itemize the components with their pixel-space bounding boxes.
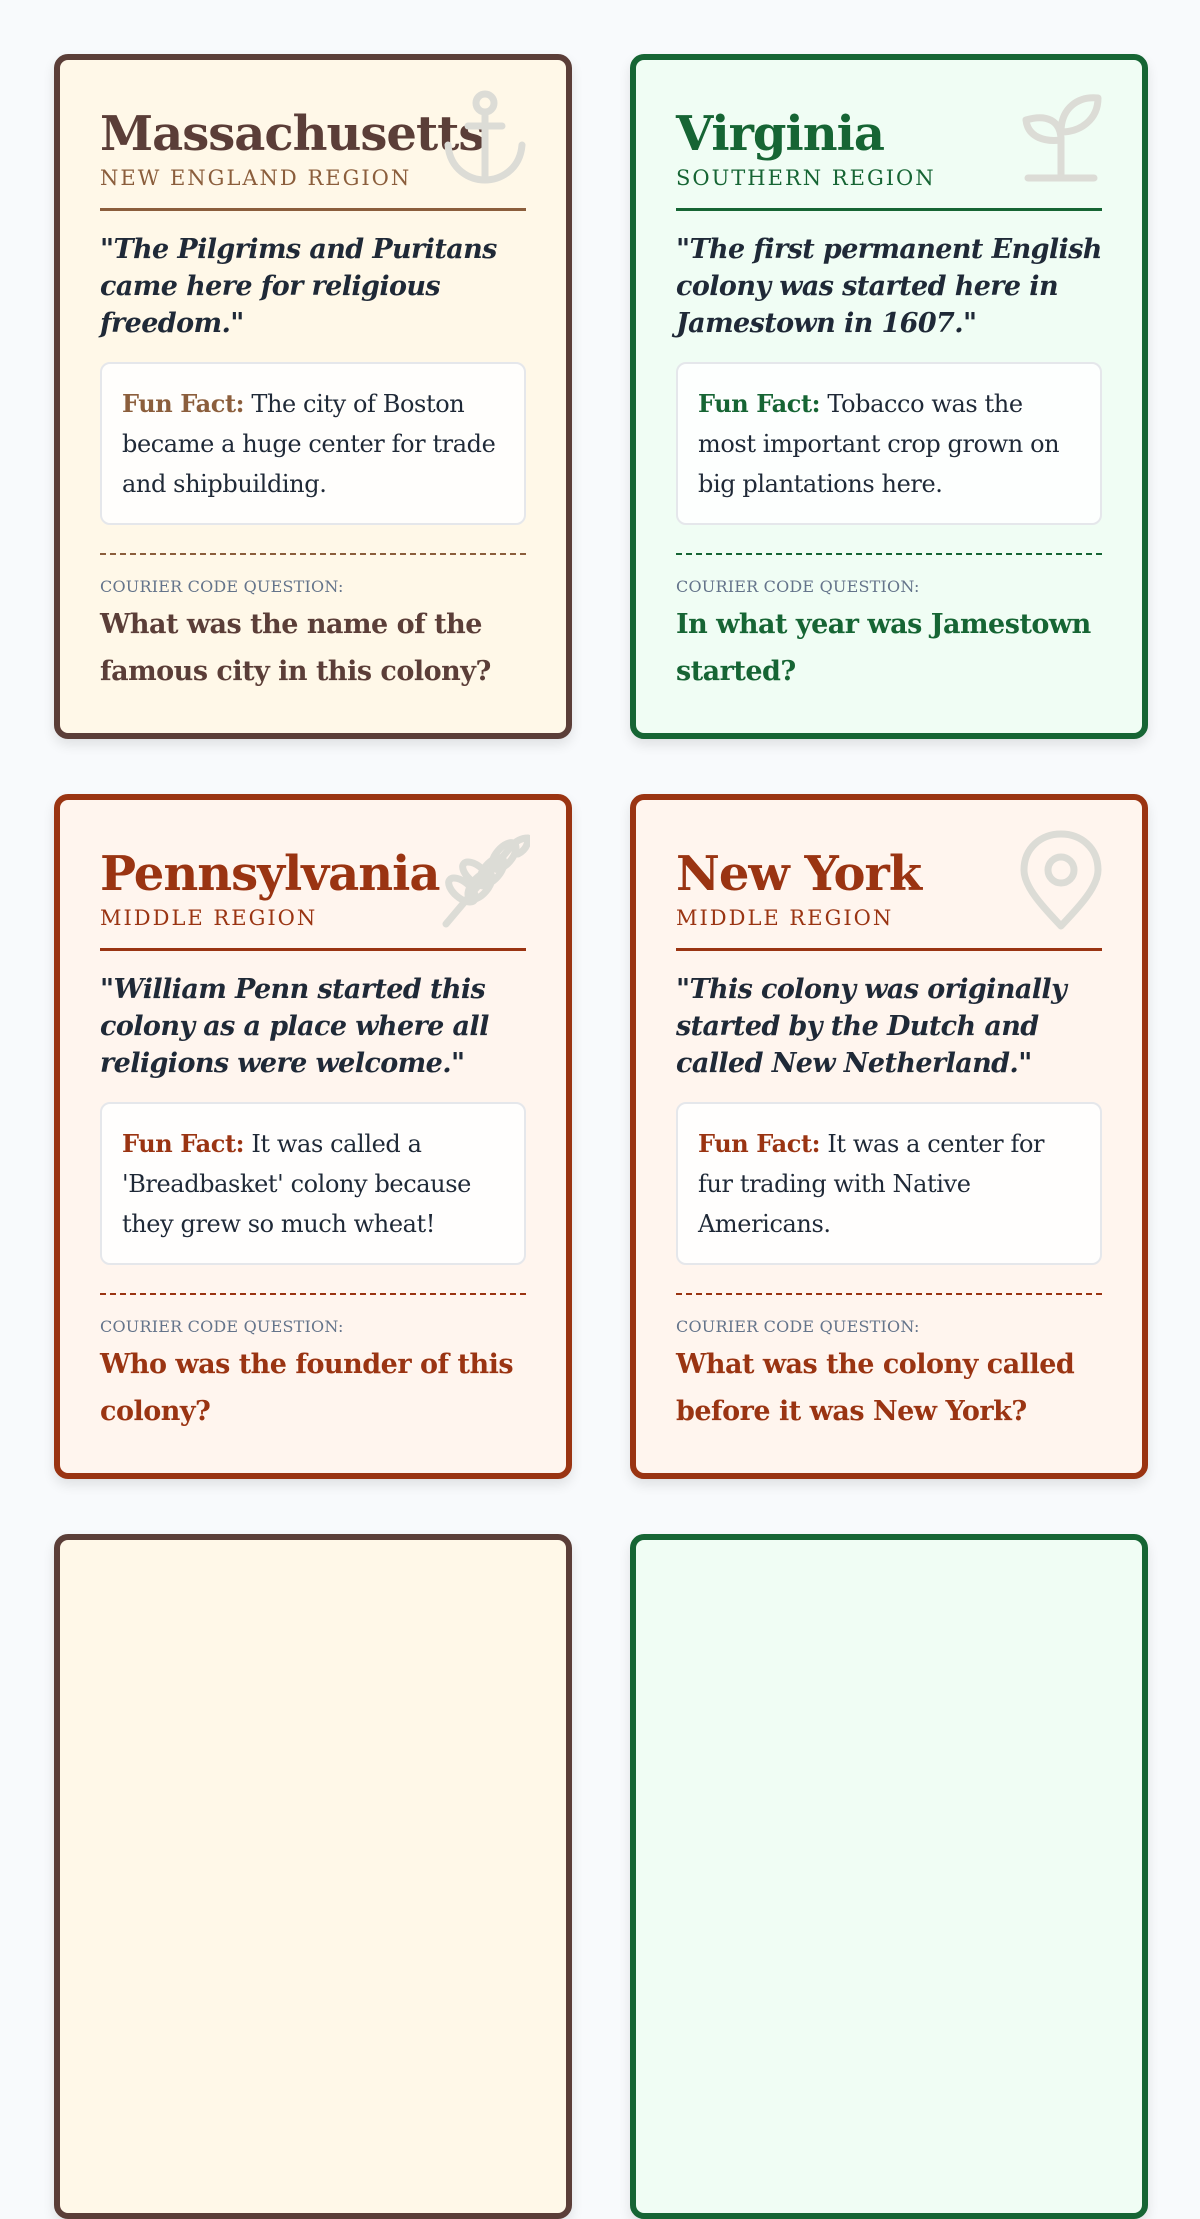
colony-region: MIDDLE REGION xyxy=(100,906,526,951)
fun-fact-text: It was a center for fur trading with Native Americans. xyxy=(698,1130,1045,1238)
colony-quote: "The first permanent English colony was started here in Jamestown in 1607." xyxy=(676,234,1102,339)
colony-quote: "William Penn started this colony as a place where all religions were welcome." xyxy=(100,974,489,1079)
colony-region: SOUTHERN REGION xyxy=(676,166,1102,211)
colony-card-partial-left xyxy=(54,1534,572,2219)
fun-fact-text: It was called a 'Breadbasket' colony because they grew so much wheat! xyxy=(122,1130,471,1238)
colony-title: New York xyxy=(676,846,922,902)
fun-fact-box xyxy=(100,362,526,525)
colony-card-massachusetts xyxy=(54,54,572,739)
courier-code-label: COURIER CODE QUESTION: xyxy=(676,577,920,596)
colony-region: NEW ENGLAND REGION xyxy=(100,166,526,211)
fun-fact-box xyxy=(676,1102,1102,1265)
dashed-divider xyxy=(100,1293,526,1295)
fun-fact-box xyxy=(676,362,1102,525)
colony-title: Virginia xyxy=(676,106,884,162)
fun-fact-label: Fun Fact: xyxy=(698,1129,821,1158)
fun-fact-box xyxy=(100,1102,526,1265)
courier-code-question: What was the name of the famous city in this colony? xyxy=(100,609,491,687)
colony-card-new-york xyxy=(630,794,1148,1479)
courier-code-label: COURIER CODE QUESTION: xyxy=(100,577,344,596)
courier-code-question: In what year was Jamestown started? xyxy=(676,609,1091,687)
fun-fact-label: Fun Fact: xyxy=(122,1129,245,1158)
fun-fact-text: Tobacco was the most important crop grown on big plantations here. xyxy=(698,390,1060,498)
colony-title: Pennsylvania xyxy=(100,846,440,902)
fun-fact-text: The city of Boston became a huge center for trade and shipbuilding. xyxy=(122,390,496,498)
courier-code-question: What was the colony called before it was New York? xyxy=(676,1349,1075,1427)
colony-card-pennsylvania xyxy=(54,794,572,1479)
dashed-divider xyxy=(676,553,1102,555)
fun-fact-label: Fun Fact: xyxy=(122,389,245,418)
wheat-icon xyxy=(440,830,530,930)
courier-code-question: Who was the founder of this colony? xyxy=(100,1349,514,1427)
colony-card-grid xyxy=(54,54,1148,2219)
colony-region: MIDDLE REGION xyxy=(676,906,1102,951)
dashed-divider xyxy=(676,1293,1102,1295)
courier-code-label: COURIER CODE QUESTION: xyxy=(676,1317,920,1336)
dashed-divider xyxy=(100,553,526,555)
colony-card-virginia xyxy=(630,54,1148,739)
courier-code-label: COURIER CODE QUESTION: xyxy=(100,1317,344,1336)
colony-quote: "This colony was originally started by the Dutch and called New Netherland." xyxy=(676,974,1067,1079)
colony-card-partial-right xyxy=(630,1534,1148,2219)
map-pin-icon xyxy=(1016,830,1106,930)
anchor-icon xyxy=(440,90,530,190)
colony-quote: "The Pilgrims and Puritans came here for religious freedom." xyxy=(100,234,497,339)
fun-fact-label: Fun Fact: xyxy=(698,389,821,418)
sprout-icon xyxy=(1016,90,1106,190)
colony-title: Massachusetts xyxy=(100,106,485,162)
